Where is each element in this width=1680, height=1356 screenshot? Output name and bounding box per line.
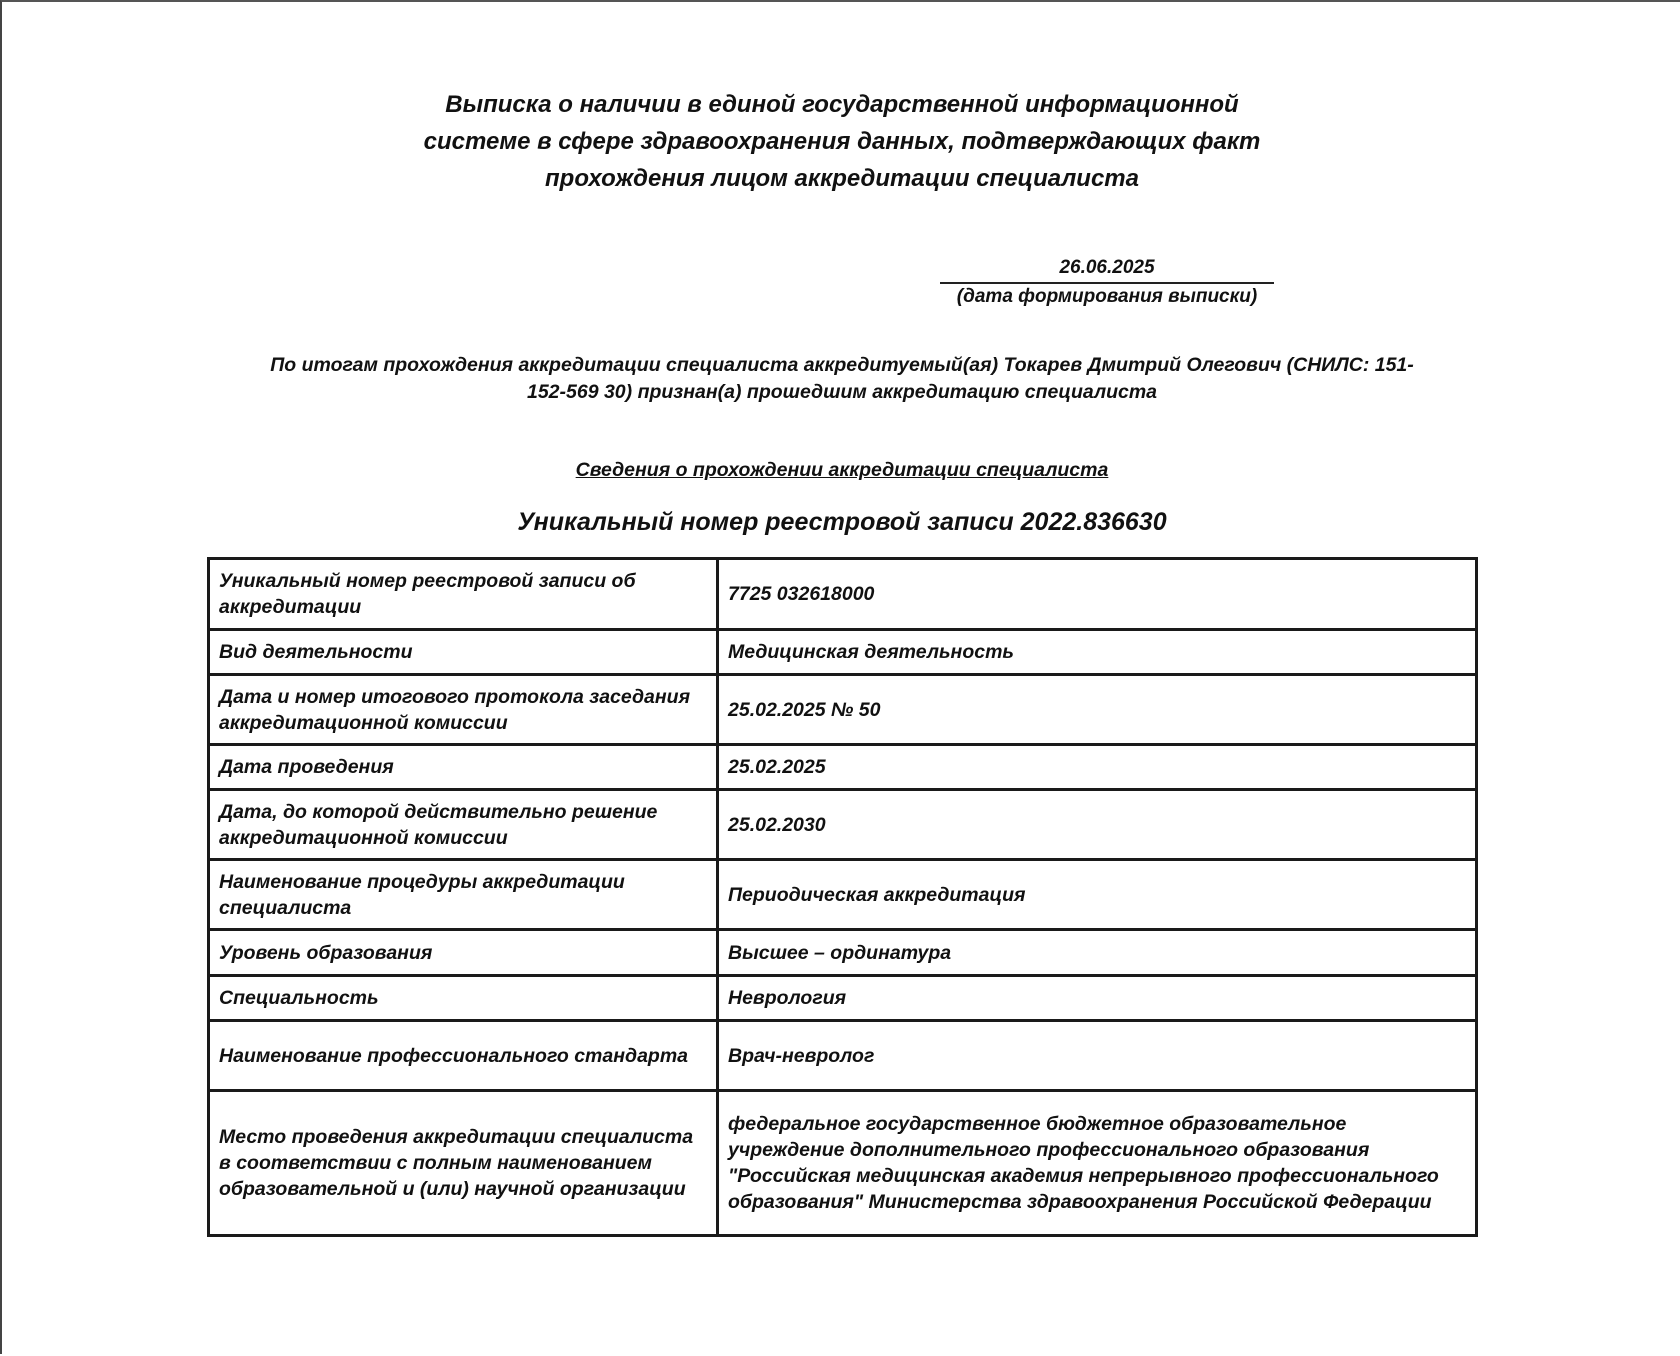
table-row	[209, 1021, 1477, 1091]
table-row	[209, 559, 1477, 630]
table-row	[209, 790, 1477, 860]
document-page	[2, 2, 1680, 1356]
row-value: 25.02.2025	[718, 745, 1477, 790]
record-number-title: Уникальный номер реестровой записи 2022.836630	[517, 508, 1167, 536]
row-value: 7725 032618000	[718, 559, 1477, 630]
title-line: Выписка о наличии в единой государственной информационной	[445, 91, 1239, 118]
row-label: Дата и номер итогового протокола заседания аккредитационной комиссии	[209, 675, 718, 745]
title-line: системе в сфере здравоохранения данных, подтверждающих факт	[423, 128, 1261, 155]
accreditation-info-table	[207, 557, 1478, 1237]
table-row	[209, 1091, 1477, 1236]
table-row	[209, 930, 1477, 976]
document-title	[302, 86, 1382, 197]
row-value: Медицинская деятельность	[718, 630, 1477, 675]
row-value: 25.02.2025 № 50	[718, 675, 1477, 745]
row-label: Уровень образования	[209, 930, 718, 976]
summary-line: 152-569 30) признан(а) прошедшим аккредитацию специалиста	[526, 381, 1158, 403]
table-row	[209, 976, 1477, 1021]
row-value: Высшее – ординатура	[718, 930, 1477, 976]
summary-line: По итогам прохождения аккредитации специалиста аккредитуемый(ая) Токарев Дмитрий Олегович (СНИЛС: 151-	[270, 354, 1414, 376]
row-value: 25.02.2030	[718, 790, 1477, 860]
row-label: Дата, до которой действительно решение аккредитационной комиссии	[209, 790, 718, 860]
row-label: Дата проведения	[209, 745, 718, 790]
row-value: федеральное государственное бюджетное образовательное учреждение дополнительного профессионального образования "Российская медицинская академия непрерывного профессионального образования" Министерства здравоохранения Российской Федерации	[718, 1091, 1477, 1236]
row-label: Вид деятельности	[209, 630, 718, 675]
row-value: Периодическая аккредитация	[718, 860, 1477, 930]
issue-date-caption: (дата формирования выписки)	[956, 286, 1258, 307]
issue-date: 26.06.2025	[940, 256, 1274, 284]
row-value: Врач-невролог	[718, 1021, 1477, 1091]
row-label: Уникальный номер реестровой записи об аккредитации	[209, 559, 718, 630]
accreditation-summary	[202, 352, 1482, 406]
table-row	[209, 745, 1477, 790]
row-label: Место проведения аккредитации специалиста в соответствии с полным наименованием образовательной и (или) научной организации	[209, 1091, 718, 1236]
title-line: прохождения лицом аккредитации специалиста	[545, 165, 1139, 192]
row-label: Наименование профессионального стандарта	[209, 1021, 718, 1091]
row-label: Специальность	[209, 976, 718, 1021]
row-label: Наименование процедуры аккредитации специалиста	[209, 860, 718, 930]
table-row	[209, 630, 1477, 675]
issue-date-block	[940, 256, 1274, 310]
table-row	[209, 675, 1477, 745]
row-value: Неврология	[718, 976, 1477, 1021]
table-row	[209, 860, 1477, 930]
section-title: Сведения о прохождении аккредитации специалиста	[575, 459, 1109, 481]
